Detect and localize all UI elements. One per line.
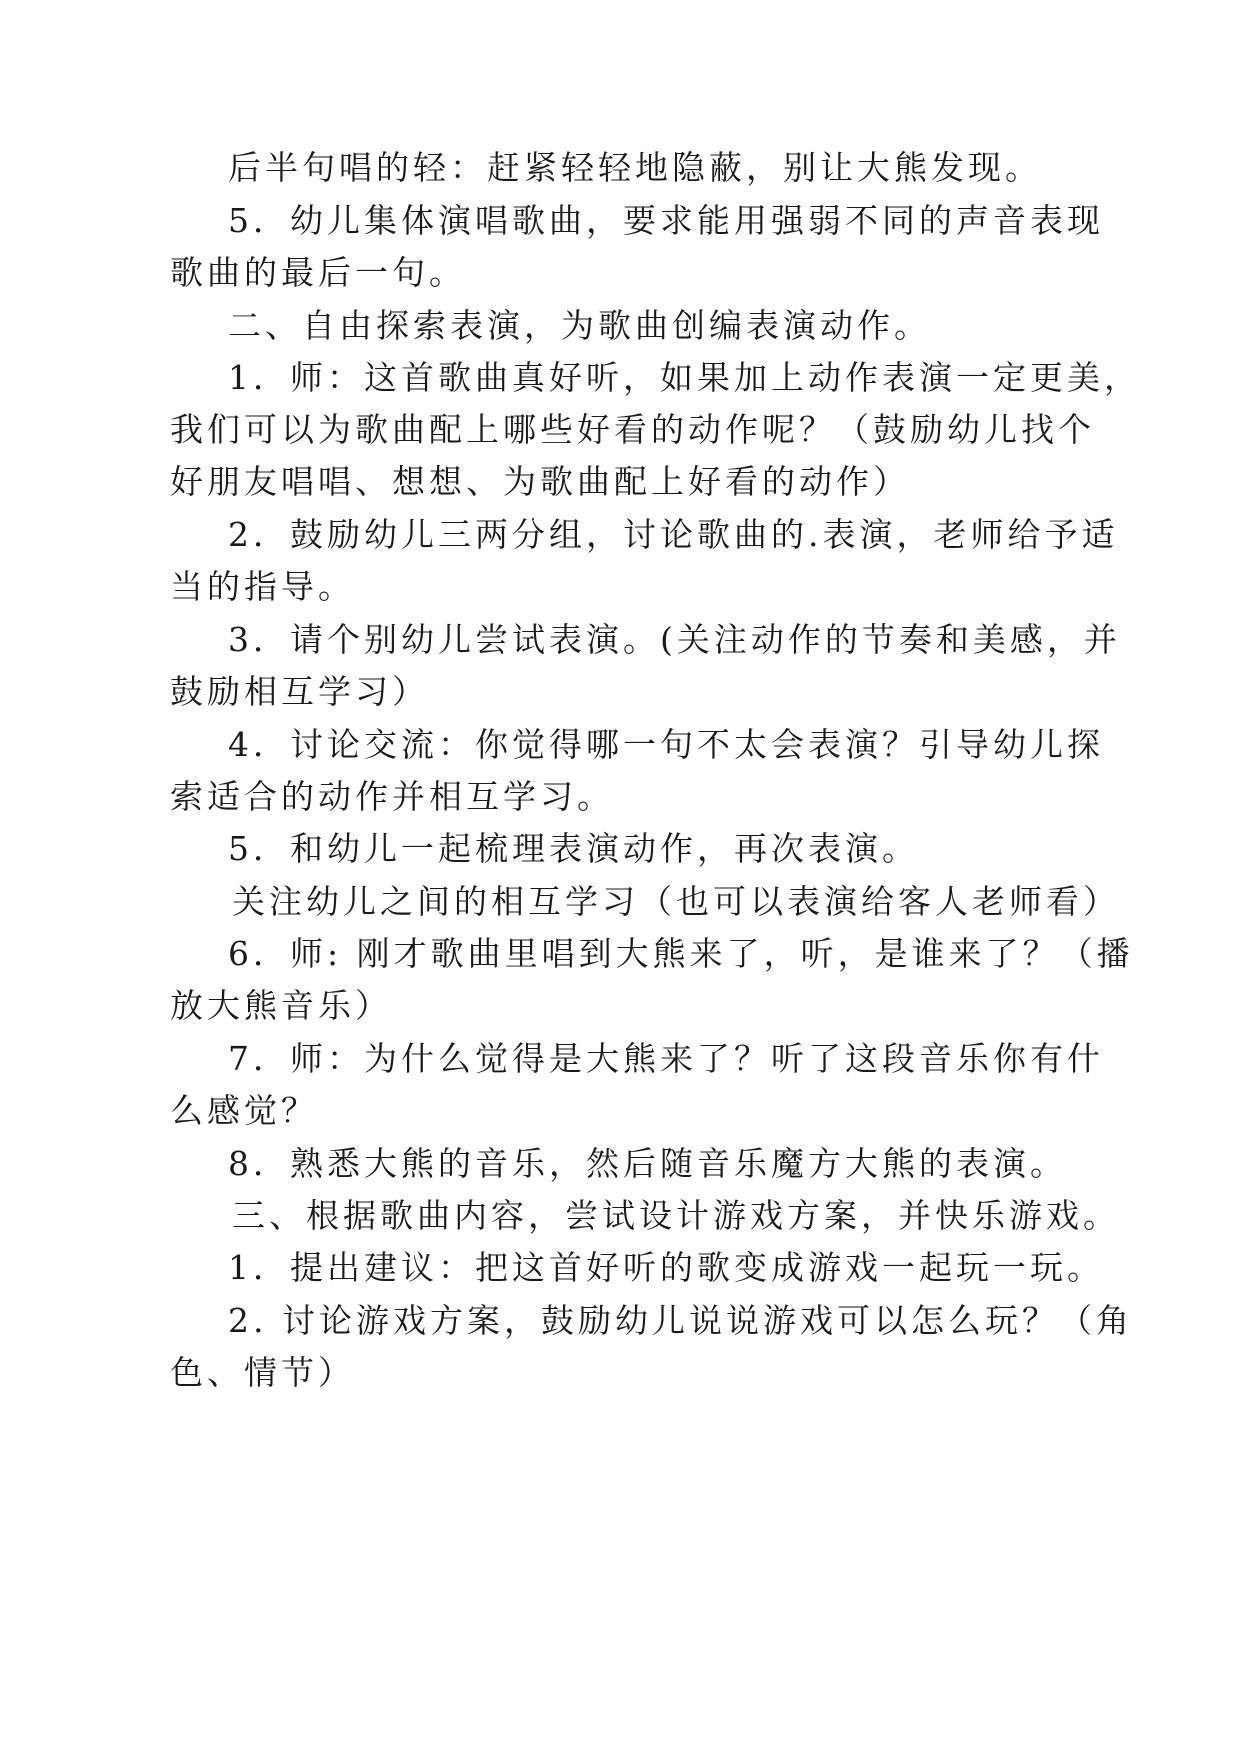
- section-heading: 三、根据歌曲内容，尝试设计游戏方案，并快乐游戏。: [232, 1196, 1120, 1235]
- text-line: 8．熟悉大熊的音乐，然后随音乐魔方大熊的表演。: [228, 1144, 1067, 1183]
- text-line: 4．讨论交流：你觉得哪一句不太会表演？引导幼儿探: [228, 725, 1104, 764]
- section-heading: 二、自由探索表演，为歌曲创编表演动作。: [228, 306, 931, 345]
- text-line: 么感觉？: [170, 1091, 318, 1130]
- text-line: 鼓励相互学习）: [170, 672, 429, 711]
- text-line: 6．师: 刚才歌曲里唱到大熊来了，听，是谁来了？（播: [228, 934, 1134, 973]
- text-line: 5．和幼儿一起梳理表演动作，再次表演。: [228, 829, 919, 868]
- text-line: 7．师：为什么觉得是大熊来了？听了这段音乐你有什: [228, 1039, 1104, 1078]
- text-line: 歌曲的最后一句。: [170, 253, 466, 292]
- text-line: 5．幼儿集体演唱歌曲，要求能用强弱不同的声音表现: [228, 201, 1104, 240]
- text-line: 放大熊音乐）: [170, 986, 392, 1025]
- text-line: 当的指导。: [170, 567, 355, 606]
- text-line: 后半句唱的轻：赶紧轻轻地隐蔽，别让大熊发现。: [228, 148, 1042, 187]
- text-line: 我们可以为歌曲配上哪些好看的动作呢？（鼓励幼儿找个: [170, 410, 1095, 449]
- text-line: 色、情节）: [170, 1353, 355, 1392]
- text-line: 2. 讨论游戏方案，鼓励幼儿说说游戏可以怎么玩？（角: [228, 1301, 1133, 1340]
- text-line: 3．请个别幼儿尝试表演。(关注动作的节奏和美感，并: [228, 620, 1121, 659]
- text-line: 2．鼓励幼儿三两分组，讨论歌曲的.表演，老师给予适: [228, 515, 1119, 554]
- text-line: 1．提出建议：把这首好听的歌变成游戏一起玩一玩。: [228, 1248, 1104, 1287]
- text-line: 索适合的动作并相互学习。: [170, 777, 614, 816]
- text-line: 1．师：这首歌曲真好听，如果加上动作表演一定更美，: [228, 358, 1141, 397]
- text-line: 好朋友唱唱、想想、为歌曲配上好看的动作）: [170, 462, 910, 501]
- text-line: 关注幼儿之间的相互学习（也可以表演给客人老师看）: [232, 882, 1120, 921]
